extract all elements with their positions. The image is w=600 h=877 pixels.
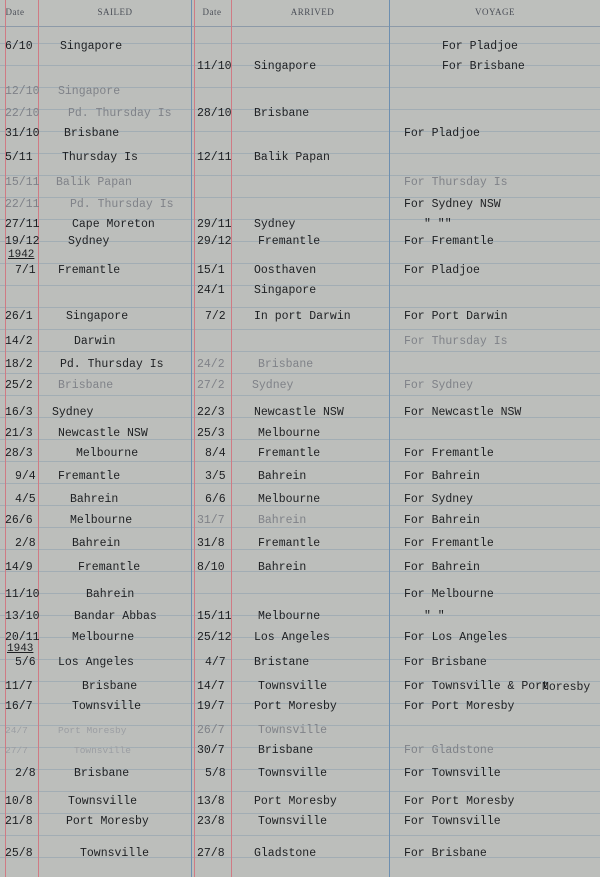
voyage-entry: For Pladjoe bbox=[442, 40, 518, 53]
sailed-date: 26/6 bbox=[5, 514, 33, 527]
voyage-entry: For Brisbane bbox=[404, 656, 487, 669]
voyage-entry: For Fremantle bbox=[404, 235, 494, 248]
arrived-port: Sydney bbox=[254, 218, 296, 231]
voyage-entry: For Pladjoe bbox=[404, 127, 480, 140]
year-marker-1942: 1942 bbox=[8, 249, 35, 261]
arrived-date: 8/4 bbox=[205, 447, 226, 460]
voyage-entry: For Fremantle bbox=[404, 447, 494, 460]
arrived-port: Gladstone bbox=[254, 847, 317, 860]
voyage-entry: For Bahrein bbox=[404, 561, 480, 574]
sailed-date: 12/10 bbox=[5, 85, 40, 98]
voyage-entry: For Sydney bbox=[404, 493, 474, 506]
sailed-port: Pd. Thursday Is bbox=[70, 198, 174, 211]
sailed-date: 28/3 bbox=[5, 447, 33, 460]
sailed-date: 16/3 bbox=[5, 406, 33, 419]
voyage-entry: For Port Darwin bbox=[404, 310, 508, 323]
sailed-date: 25/2 bbox=[5, 379, 33, 392]
arrived-date: 28/10 bbox=[197, 107, 232, 120]
arrived-port: Oosthaven bbox=[254, 264, 317, 277]
voyage-entry: " "" bbox=[424, 218, 452, 231]
sailed-date: 16/7 bbox=[5, 700, 33, 713]
sailed-port: Port Moresby bbox=[66, 815, 149, 828]
sailed-date: 22/10 bbox=[5, 107, 40, 120]
sailed-date: 31/10 bbox=[5, 127, 40, 140]
sailed-date: 14/9 bbox=[5, 561, 33, 574]
arrived-date: 11/10 bbox=[197, 60, 232, 73]
arrived-port: Melbourne bbox=[258, 610, 321, 623]
voyage-entry: For Townsville bbox=[404, 767, 501, 780]
voyage-entry: For Thursday Is bbox=[404, 335, 508, 348]
arrived-date: 22/3 bbox=[197, 406, 225, 419]
arrived-port: Fremantle bbox=[258, 235, 321, 248]
arrived-port: Newcastle NSW bbox=[254, 406, 344, 419]
sailed-port: Bandar Abbas bbox=[74, 610, 157, 623]
arrived-date: 31/7 bbox=[197, 514, 225, 527]
voyage-entry: For Townsville bbox=[404, 815, 501, 828]
header-voyage: VOYAGE bbox=[475, 7, 515, 17]
arrived-date: 3/5 bbox=[205, 470, 226, 483]
sailed-date: 15/11 bbox=[5, 176, 40, 189]
arrived-port: Townsville bbox=[258, 767, 328, 780]
arrived-date: 25/12 bbox=[197, 631, 232, 644]
arrived-port: Fremantle bbox=[258, 447, 321, 460]
voyage-entry: For Los Angeles bbox=[404, 631, 508, 644]
header-date-sailed: Date bbox=[5, 7, 25, 17]
sailed-date: 4/5 bbox=[15, 493, 36, 506]
voyage-entry: For Newcastle NSW bbox=[404, 406, 522, 419]
sailed-date: 13/10 bbox=[5, 610, 40, 623]
voyage-entry: For Melbourne bbox=[404, 588, 494, 601]
arrived-port: Townsville bbox=[258, 724, 328, 737]
sailed-port: Townsville bbox=[80, 847, 150, 860]
sailed-date: 11/10 bbox=[5, 588, 40, 601]
arrived-date: 8/10 bbox=[197, 561, 225, 574]
arrived-date: 19/7 bbox=[197, 700, 225, 713]
arrived-port: Singapore bbox=[254, 60, 317, 73]
year-marker-1943: 1943 bbox=[7, 643, 34, 655]
arrived-date: 7/2 bbox=[205, 310, 226, 323]
arrived-date: 15/1 bbox=[197, 264, 225, 277]
voyage-entry: For Townsville & Port bbox=[404, 680, 549, 693]
sailed-port: Thursday Is bbox=[62, 151, 138, 164]
arrived-port: Townsville bbox=[258, 680, 328, 693]
sailed-port: Bahrein bbox=[70, 493, 119, 506]
sailed-date: 2/8 bbox=[15, 767, 36, 780]
sailed-date: 7/1 bbox=[15, 264, 36, 277]
arrived-date: 31/8 bbox=[197, 537, 225, 550]
sailed-port: Brisbane bbox=[64, 127, 120, 140]
arrived-port: Bahrein bbox=[258, 470, 307, 483]
sailed-port: Melbourne bbox=[76, 447, 139, 460]
sailed-date: 20/11 bbox=[5, 631, 40, 644]
sailed-port: Singapore bbox=[58, 85, 121, 98]
sailed-date: 24/7 bbox=[5, 725, 28, 736]
sailed-port: Darwin bbox=[74, 335, 116, 348]
voyage-entry: For Bahrein bbox=[404, 470, 480, 483]
arrived-date: 12/11 bbox=[197, 151, 232, 164]
voyage-entry: For Port Moresby bbox=[404, 795, 515, 808]
sailed-date: 27/7 bbox=[5, 745, 28, 756]
column-divider-sailed-red bbox=[194, 0, 195, 877]
sailed-port: Pd. Thursday Is bbox=[60, 358, 164, 371]
arrived-port: Bahrein bbox=[258, 561, 307, 574]
arrived-port: Bahrein bbox=[258, 514, 307, 527]
sailed-date: 2/8 bbox=[15, 537, 36, 550]
sailed-date: 25/8 bbox=[5, 847, 33, 860]
sailed-port: Brisbane bbox=[82, 680, 138, 693]
sailed-port: Port Moresby bbox=[58, 725, 127, 736]
arrived-date: 24/2 bbox=[197, 358, 225, 371]
sailed-date: 22/11 bbox=[5, 198, 40, 211]
sailed-port: Cape Moreton bbox=[72, 218, 155, 231]
sailed-date: 27/11 bbox=[5, 218, 40, 231]
sailed-port: Fremantle bbox=[58, 470, 121, 483]
arrived-port: Townsville bbox=[258, 815, 328, 828]
sailed-port: Sydney bbox=[52, 406, 94, 419]
sailed-date: 9/4 bbox=[15, 470, 36, 483]
arrived-date: 29/11 bbox=[197, 218, 232, 231]
arrived-date: 23/8 bbox=[197, 815, 225, 828]
column-divider-arrived bbox=[389, 0, 390, 877]
date-rule-arrived bbox=[231, 0, 232, 877]
column-divider-sailed bbox=[191, 0, 192, 877]
sailed-port: Brisbane bbox=[74, 767, 130, 780]
arrived-port: Melbourne bbox=[258, 493, 321, 506]
sailed-date: 11/7 bbox=[5, 680, 33, 693]
arrived-port: Port Moresby bbox=[254, 700, 337, 713]
sailed-date: 21/8 bbox=[5, 815, 33, 828]
arrived-date: 27/8 bbox=[197, 847, 225, 860]
header-arrived: ARRIVED bbox=[290, 7, 335, 17]
sailed-port: Bahrein bbox=[72, 537, 121, 550]
sailed-date: 18/2 bbox=[5, 358, 33, 371]
arrived-port: Brisbane bbox=[258, 358, 314, 371]
sailed-date: 6/10 bbox=[5, 40, 33, 53]
voyage-entry: For Sydney bbox=[404, 379, 474, 392]
arrived-port: Balik Papan bbox=[254, 151, 330, 164]
arrived-port: Brisbane bbox=[254, 107, 310, 120]
sailed-port: Sydney bbox=[68, 235, 110, 248]
arrived-date: 14/7 bbox=[197, 680, 225, 693]
sailed-port: Townsville bbox=[68, 795, 138, 808]
voyage-entry: For Bahrein bbox=[404, 514, 480, 527]
sailed-date: 26/1 bbox=[5, 310, 33, 323]
arrived-port: Bristane bbox=[254, 656, 310, 669]
sailed-port: Townsville bbox=[72, 700, 142, 713]
arrived-date: 13/8 bbox=[197, 795, 225, 808]
sailed-port: Balik Papan bbox=[56, 176, 132, 189]
column-header-bar bbox=[0, 0, 600, 27]
voyage-entry: For Brisbane bbox=[404, 847, 487, 860]
arrived-date: 27/2 bbox=[197, 379, 225, 392]
sailed-port: Brisbane bbox=[58, 379, 114, 392]
sailed-port: Los Angeles bbox=[58, 656, 134, 669]
arrived-port: Fremantle bbox=[258, 537, 321, 550]
arrived-date: 26/7 bbox=[197, 724, 225, 737]
sailed-date: 10/8 bbox=[5, 795, 33, 808]
sailed-port: Melbourne bbox=[72, 631, 135, 644]
arrived-port: Brisbane bbox=[258, 744, 314, 757]
sailed-port: Bahrein bbox=[86, 588, 135, 601]
voyage-entry: For Fremantle bbox=[404, 537, 494, 550]
sailed-port: Fremantle bbox=[58, 264, 121, 277]
voyage-entry: For Gladstone bbox=[404, 744, 494, 757]
arrived-port: Melbourne bbox=[258, 427, 321, 440]
sailed-date: 5/6 bbox=[15, 656, 36, 669]
voyage-entry: For Brisbane bbox=[442, 60, 525, 73]
arrived-date: 30/7 bbox=[197, 744, 225, 757]
arrived-date: 25/3 bbox=[197, 427, 225, 440]
voyage-entry: For Pladjoe bbox=[404, 264, 480, 277]
arrived-port: Sydney bbox=[252, 379, 294, 392]
arrived-port: Singapore bbox=[254, 284, 317, 297]
arrived-date: 4/7 bbox=[205, 656, 226, 669]
arrived-date: 29/12 bbox=[197, 235, 232, 248]
arrived-port: Port Moresby bbox=[254, 795, 337, 808]
arrived-port: In port Darwin bbox=[254, 310, 351, 323]
sailed-port: Melbourne bbox=[70, 514, 133, 527]
voyage-entry: Moresby bbox=[542, 681, 591, 694]
sailed-port: Townsville bbox=[74, 745, 132, 756]
voyage-entry: For Thursday Is bbox=[404, 176, 508, 189]
arrived-port: Los Angeles bbox=[254, 631, 330, 644]
sailed-port: Fremantle bbox=[78, 561, 141, 574]
arrived-date: 15/11 bbox=[197, 610, 232, 623]
voyage-entry: For Sydney NSW bbox=[404, 198, 501, 211]
header-date-arrived: Date bbox=[202, 7, 222, 17]
sailed-date: 14/2 bbox=[5, 335, 33, 348]
header-sailed: SAILED bbox=[97, 7, 133, 17]
arrived-date: 5/8 bbox=[205, 767, 226, 780]
sailed-port: Newcastle NSW bbox=[58, 427, 148, 440]
voyage-entry: For Port Moresby bbox=[404, 700, 515, 713]
sailed-port: Singapore bbox=[60, 40, 123, 53]
voyage-entry: " " bbox=[424, 610, 445, 623]
sailed-port: Singapore bbox=[66, 310, 129, 323]
sailed-date: 19/12 bbox=[5, 235, 40, 248]
sailed-date: 5/11 bbox=[5, 151, 33, 164]
arrived-date: 6/6 bbox=[205, 493, 226, 506]
arrived-date: 24/1 bbox=[197, 284, 225, 297]
sailed-port: Pd. Thursday Is bbox=[68, 107, 172, 120]
sailed-date: 21/3 bbox=[5, 427, 33, 440]
